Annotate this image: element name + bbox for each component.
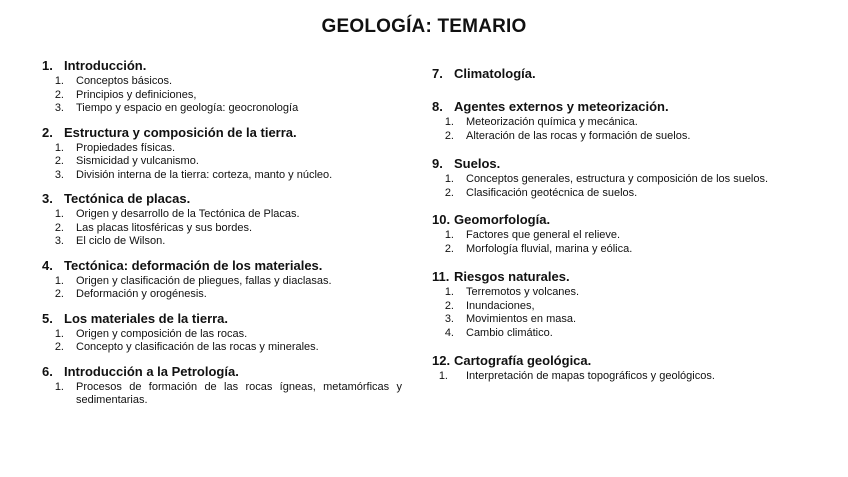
item-text: Concepto y clasificación de las rocas y minerales.: [76, 341, 319, 353]
list-item: [432, 327, 792, 341]
list-item: [42, 235, 402, 249]
item-number: 2.: [444, 129, 454, 142]
item-number: 1.: [438, 370, 448, 382]
list-item: [42, 75, 402, 89]
section-heading: [432, 212, 792, 228]
item-text: El ciclo de Wilson.: [76, 235, 166, 247]
section-riesgos: [432, 269, 792, 340]
list-item: [42, 89, 402, 103]
section-number: 11.: [432, 269, 450, 284]
item-text: Clasificación geotécnica de suelos.: [466, 186, 638, 199]
item-number: 3.: [54, 235, 64, 247]
section-materiales: [42, 311, 402, 355]
section-number: 5.: [42, 310, 53, 326]
item-text: Interpretación de mapas topográficos y geológicos.: [466, 370, 715, 382]
list-item: [432, 116, 792, 130]
item-number: 2.: [54, 341, 64, 353]
item-number: 1.: [54, 380, 64, 393]
list-item: [432, 173, 792, 187]
section-heading: [432, 353, 792, 369]
item-text: Origen y desarrollo de la Tectónica de Placas.: [76, 208, 300, 220]
topic-list: [432, 173, 792, 200]
item-number: 4.: [444, 326, 454, 339]
item-number: 1.: [54, 141, 64, 154]
section-number: 7.: [432, 66, 443, 81]
section-heading: [42, 191, 402, 207]
item-number: 1.: [444, 286, 454, 298]
section-title: Geomorfología.: [454, 212, 551, 227]
item-text: Origen y composición de las rocas.: [76, 327, 248, 340]
item-number: 3.: [54, 102, 64, 114]
item-number: 2.: [444, 242, 454, 255]
topic-list: [432, 116, 792, 143]
item-text: Inundaciones,: [466, 299, 535, 312]
section-heading: [432, 66, 792, 82]
right-column: [432, 66, 792, 393]
list-item: [432, 243, 792, 257]
section-introduccion: [42, 58, 402, 116]
item-number: 3.: [54, 168, 64, 181]
section-heading: [432, 156, 792, 172]
item-number: 2.: [54, 155, 64, 167]
item-text: Conceptos generales, estructura y composición de los suelos.: [466, 173, 769, 185]
topic-list: [432, 370, 792, 384]
list-item: [42, 142, 402, 156]
item-text: Propiedades físicas.: [76, 141, 176, 154]
item-text: Procesos de formación de las rocas ígneas, metamórficas y sedimentarias.: [76, 380, 402, 406]
item-text: Factores que general el relieve.: [466, 229, 621, 241]
topic-list: [42, 328, 402, 355]
section-number: 1.: [42, 58, 53, 73]
page-title: GEOLOGÍA: TEMARIO: [321, 16, 527, 37]
item-text: Meteorización química y mecánica.: [466, 116, 638, 128]
item-number: 2.: [54, 288, 64, 300]
item-number: 1.: [444, 229, 454, 241]
section-heading: [42, 311, 402, 327]
item-number: 1.: [444, 173, 454, 185]
item-number: 2.: [54, 221, 64, 234]
topic-list: [42, 75, 402, 116]
section-suelos: [432, 156, 792, 200]
item-number: 1.: [54, 208, 64, 220]
section-tectonica-deformacion: [42, 258, 402, 302]
section-heading: [432, 99, 792, 115]
topic-list: [42, 275, 402, 302]
item-text: Principios y definiciones,: [76, 88, 197, 101]
list-item: [42, 381, 402, 408]
list-item: [42, 288, 402, 302]
section-heading: [42, 364, 402, 380]
item-number: 2.: [54, 88, 64, 101]
list-item: [42, 341, 402, 355]
item-number: 1.: [54, 274, 64, 287]
item-number: 1.: [54, 75, 64, 87]
topic-list: [432, 286, 792, 340]
list-item: [42, 208, 402, 222]
section-title: Riesgos naturales.: [454, 269, 570, 284]
section-number: 4.: [42, 257, 53, 273]
section-cartografia: [432, 353, 792, 384]
section-title: Tectónica de placas.: [64, 191, 191, 206]
item-text: Alteración de las rocas y formación de suelos.: [466, 129, 691, 142]
section-title: Agentes externos y meteorización.: [454, 99, 669, 114]
section-title: Introducción.: [64, 58, 147, 73]
item-text: Terremotos y volcanes.: [466, 286, 580, 298]
section-title: Tectónica: deformación de los materiales.: [64, 257, 323, 273]
section-number: 6.: [42, 363, 53, 379]
list-item: [432, 286, 792, 300]
section-petrologia: [42, 364, 402, 408]
list-item: [432, 300, 792, 314]
item-text: Tiempo y espacio en geología: geocronología: [76, 102, 299, 114]
topic-list: [42, 381, 402, 408]
section-title: Climatología.: [454, 66, 536, 81]
item-text: Conceptos básicos.: [76, 75, 172, 87]
section-geomorfologia: [432, 212, 792, 256]
item-text: Sismicidad y vulcanismo.: [76, 155, 199, 167]
list-item: [432, 187, 792, 201]
section-title: Suelos.: [454, 156, 501, 171]
item-text: Deformación y orogénesis.: [76, 288, 207, 300]
section-title: Estructura y composición de la tierra.: [64, 124, 297, 140]
section-heading: [432, 269, 792, 285]
item-number: 3.: [444, 313, 454, 325]
section-number: 10.: [432, 212, 451, 227]
section-title: Los materiales de la tierra.: [64, 310, 229, 326]
list-item: [432, 313, 792, 327]
topic-list: [432, 229, 792, 256]
item-text: Cambio climático.: [466, 326, 553, 339]
list-item: [42, 275, 402, 289]
list-item: [42, 102, 402, 116]
left-column: [42, 58, 402, 417]
item-number: 2.: [444, 299, 454, 312]
list-item: [432, 229, 792, 243]
topic-list: [42, 208, 402, 249]
list-item: [432, 370, 792, 384]
section-number: 8.: [432, 99, 443, 114]
item-number: 1.: [54, 327, 64, 340]
section-tectonica-placas: [42, 191, 402, 249]
list-item: [42, 222, 402, 236]
section-title: Introducción a la Petrología.: [64, 363, 239, 379]
section-number: 12.: [432, 353, 451, 368]
item-number: 1.: [444, 116, 454, 128]
item-text: División interna de la tierra: corteza, manto y núcleo.: [76, 168, 333, 181]
section-title: Cartografía geológica.: [454, 353, 592, 368]
list-item: [432, 130, 792, 144]
list-item: [42, 169, 402, 183]
section-agentes-externos: [432, 99, 792, 143]
section-heading: [42, 125, 402, 141]
list-item: [42, 155, 402, 169]
section-heading: [42, 258, 402, 274]
topic-list: [42, 142, 402, 183]
section-climatologia: [432, 66, 792, 82]
section-number: 2.: [42, 124, 53, 140]
list-item: [42, 328, 402, 342]
item-text: Movimientos en masa.: [466, 313, 577, 325]
item-text: Las placas litosféricas y sus bordes.: [76, 221, 253, 234]
section-number: 9.: [432, 156, 443, 171]
section-estructura: [42, 125, 402, 183]
item-text: Origen y clasificación de pliegues, fallas y diaclasas.: [76, 274, 332, 287]
section-heading: [42, 58, 402, 74]
section-number: 3.: [42, 191, 53, 206]
item-number: 2.: [444, 186, 454, 199]
item-text: Morfología fluvial, marina y eólica.: [466, 242, 633, 255]
